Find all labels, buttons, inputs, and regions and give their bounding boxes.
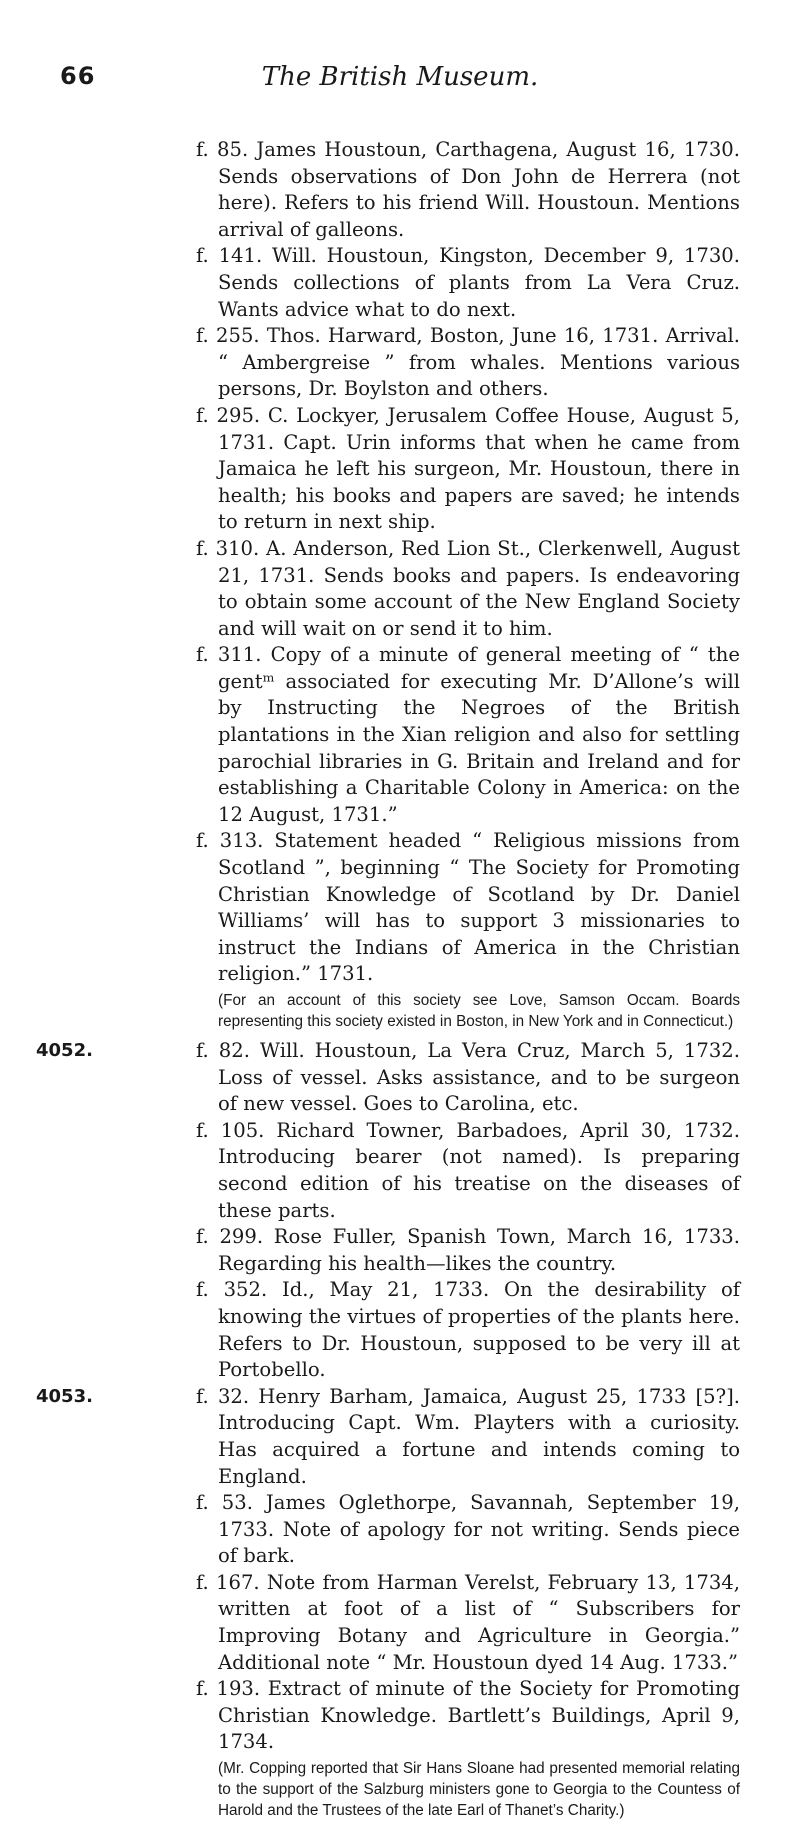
catalogue-entry: 4052. f. 82. Will. Houstoun, La Vera Cruz, March 5, 1732. Loss of vessel. Asks assistance, and to be surgeon of new vessel. Goes to Carolina, etc. [36, 1039, 740, 1116]
editorial-note: (For an account of this society see Love, Samson Occam. Boards representing this society existed in Boston, in New York and in Connecticut.) [218, 992, 740, 1030]
manuscript-number: 4053. [36, 1385, 93, 1407]
page-body [0, 137, 800, 1827]
running-title: The British Museum. [261, 62, 539, 92]
catalogue-entry: 4053. f. 32. Henry Barham, Jamaica, August 25, 1733 [5?]. Introducing Capt. Wm. Playters with a curiosity. Has acquired a fortune and intends coming to England. [36, 1384, 740, 1488]
page-header [0, 62, 800, 102]
catalogue-entry: f. 167. Note from Harman Verelst, February 13, 1734, written at foot of a list of “ Subscribers for Improving Botany and Agriculture in Georgia.” Additional note “ Mr. Houstoun dyed 14 Aug. 1733.” [196, 1570, 740, 1674]
catalogue-entry: f. 311. Copy of a minute of general meeting of “ the gentᵐ associated for executing Mr. D’Allone’s will by Instructing the Negroes of the British plantations in the Xian religion and also for settling parochial libraries in G. Britain and Ireland and for establishing a Charitable Colony in America: on the 12 August, 1731.” [196, 643, 740, 826]
catalogue-entry: f. 352. Id., May 21, 1733. On the desirability of knowing the virtues of properties of the plants here. Refers to Dr. Houstoun, supposed to be very ill at Portobello. [196, 1278, 740, 1382]
catalogue-entry: f. 85. James Houstoun, Carthagena, August 16, 1730. Sends observations of Don John de Herrera (not here). Refers to his friend Will. Houstoun. Mentions arrival of galleons. [196, 138, 740, 241]
catalogue-entry: f. 141. Will. Houstoun, Kingston, December 9, 1730. Sends collections of plants from La Vera Cruz. Wants advice what to do next. [196, 244, 740, 321]
catalogue-entry: f. 310. A. Anderson, Red Lion St., Clerkenwell, August 21, 1731. Sends books and papers. Is endeavoring to obtain some account of the New England Society and will wait on or send it to him. [196, 536, 740, 640]
catalogue-entry: f. 53. James Oglethorpe, Savannah, September 19, 1733. Note of apology for not writing. Sends piece of bark. [196, 1491, 740, 1568]
catalogue-entry: f. 105. Richard Towner, Barbadoes, April 30, 1732. Introducing bearer (not named). Is preparing second edition of his treatise on the diseases of these parts. [196, 1118, 740, 1222]
catalogue-entry: f. 299. Rose Fuller, Spanish Town, March 16, 1733. Regarding his health—likes the country. [196, 1225, 740, 1275]
catalogue-entry: f. 295. C. Lockyer, Jerusalem Coffee House, August 5, 1731. Capt. Urin informs that when he came from Jamaica he left his surgeon, Mr. Houstoun, there in health; his books and papers are saved; he intends to return in next ship. [196, 403, 740, 534]
catalogue-entry: f. 255. Thos. Harward, Boston, June 16, 1731. Arrival. “ Ambergreise ” from whales. Mentions various persons, Dr. Boylston and others. [196, 324, 740, 401]
manuscript-number: 4052. [36, 1040, 93, 1061]
catalogue-entry: f. 313. Statement headed “ Religious missions from Scotland ”, beginning “ The Society for Promoting Christian Knowledge of Scotland by Dr. Daniel Williams’ will has to support 3 missionaries to instruct the Indians of America in the Christian religion.” 1731. [196, 829, 740, 986]
page-number: 66 [60, 62, 96, 90]
catalogue-entry: f. 193. Extract of minute of the Society for Promoting Christian Knowledge. Bartlett’s Buildings, April 9, 1734. [196, 1677, 740, 1754]
editorial-note: (Mr. Copping reported that Sir Hans Sloane had presented memorial relating to the support of the Salzburg ministers gone to Georgia to the Countess of Harold and the Trustees of the late Earl of Thanet’s Charity.) [218, 1760, 740, 1820]
